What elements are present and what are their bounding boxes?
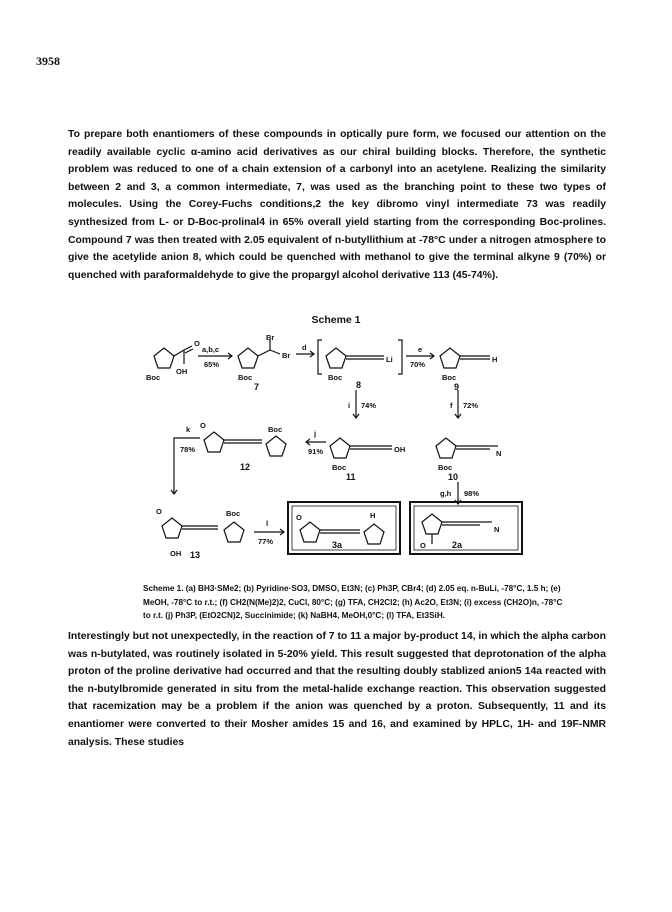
compound-label: 9: [454, 382, 460, 392]
atom-label: Br: [266, 334, 275, 342]
yield-label: 65%: [204, 360, 220, 369]
atom-label: Br: [282, 351, 291, 360]
atom-label: OH: [394, 445, 406, 454]
atom-label: OH: [170, 549, 182, 558]
reagent-label: i: [348, 401, 351, 410]
reagent-label: d: [302, 343, 307, 352]
reagent-label: g,h: [440, 489, 452, 498]
ring-compound-2a: [422, 514, 442, 534]
compound-label: 13: [190, 550, 201, 560]
yield-label: 77%: [258, 537, 274, 546]
scheme-caption: Scheme 1. (a) BH3·SMe2; (b) Pyridine·SO3, DMSO, Et3N; (c) Ph3P, CBr4; (d) 2.05 eq. n-BuLi, -78°C, 1.5 h; (e) MeOH, -78°C to r.t.; (f) CH2(N(Me)2)2, CuCl, 80°C; (g) TFA, CH2Cl2; (h) Ac2O, Et3N; (i) excess (CH2O)n, -78°C to r.t. (j) Ph3P, (EtO2CN)2, Succinimide; (k) NaBH4, MeOH,0°C; (l) TFA, Et3SiH.: [143, 584, 563, 621]
bracket-left-8: [318, 340, 322, 374]
atom-label: H: [370, 511, 376, 520]
atom-label: N: [496, 449, 502, 458]
atom-label: OH: [176, 367, 188, 376]
atom-label: O: [420, 541, 426, 550]
ring-boc-proline: [154, 348, 174, 368]
atom-label: O: [200, 421, 206, 430]
compound-label: 10: [448, 472, 459, 482]
atom-label: Boc: [442, 373, 457, 382]
atom-label: Boc: [146, 373, 161, 382]
atom-label: N: [494, 525, 500, 534]
ring-compound-7: [238, 348, 258, 368]
compound-label: 2a: [452, 540, 463, 550]
yield-label: 74%: [361, 401, 377, 410]
paragraph-1: To prepare both enantiomers of these compounds in optically pure form, we focused our attention on the readily available cyclic α-amino acid derivatives as our chiral building blocks. Therefore, the synthetic problem was reduced to one of a chain extension of a carbonyl into an acetylene. Realizing the similarity between 2 and 3, a common intermediate, 7, was used as the branching point to these two types of molecules. Using the Corey-Fuchs conditions,2 the key dibromo vinyl intermediate 73 was readily synthesized from L- or D-Boc-prolinal4 in 65% overall yield starting from the corresponding Boc-prolines. Compound 7 was then treated with 2.05 equivalent of n-butyllithium at -78°C under a nitrogen atmosphere to give the acetylide anion 8, which could be quenched with methanol to give the terminal alkyne 9 (70%) or quenched with paraformaldehyde to give the propargyl alcohol derivative 113 (45-74%).: [68, 129, 606, 281]
scheme-svg: [140, 334, 540, 572]
compound-label: 11: [346, 472, 356, 482]
yield-label: 91%: [308, 447, 324, 456]
box-compound-3a: [288, 502, 400, 554]
atom-label: Boc: [438, 463, 453, 472]
yield-label: 78%: [180, 445, 196, 454]
yield-label: 70%: [410, 360, 426, 369]
paragraph-2: Interestingly but not unexpectedly, in the reaction of 7 to 11 a major by-product 14, in which the alpha carbon was n-butylated, was routinely isolated in 5-20% yield. This result suggested that deprotonation of the alpha proton of the proline derivative had occurred and that the resulting doubly stablized anion5 14a reacted with the n-butylbromide generated in situ from the metal-halide exchange reaction. This observation suggested that racemization may be a problem if the anion was quenched by a proton. Subsequently, 11 and its enantiomer were converted to their Mosher amides 15 and 16, and examined by HPLC, 1H- and 19F-NMR analysis. These studies: [68, 631, 606, 748]
atom-label: Boc: [226, 509, 241, 518]
ring-compound-10: [436, 438, 456, 458]
compound-label: 7: [254, 382, 260, 392]
compound-label: 12: [240, 462, 251, 472]
page-number: 3958: [36, 54, 60, 68]
ring-compound-9: [440, 348, 460, 368]
atom-label: O: [156, 507, 162, 516]
reagent-label: l: [266, 519, 269, 528]
atom-label: Boc: [238, 373, 253, 382]
yield-label: 72%: [463, 401, 479, 410]
atom-label: Boc: [332, 463, 347, 472]
compound-label: 3a: [332, 540, 343, 550]
atom-label: Boc: [328, 373, 343, 382]
scheme-1-diagram: [140, 334, 540, 572]
bracket-right-8: [398, 340, 402, 374]
atom-label: Boc: [268, 425, 283, 434]
ring-compound-12-succinimide: [204, 432, 224, 452]
ring-compound-8: [326, 348, 346, 368]
ring-compound-13-pyrrolidine: [224, 522, 244, 542]
ring-compound-11: [330, 438, 350, 458]
reagent-label: e: [418, 345, 423, 354]
ring-compound-3a-right: [364, 524, 384, 544]
ring-compound-3a-left: [300, 522, 320, 542]
atom-label: Li: [386, 355, 393, 364]
ring-compound-13: [162, 518, 182, 538]
reagent-label: f: [450, 401, 453, 410]
atom-label: H: [492, 355, 498, 364]
compound-label: 8: [356, 380, 362, 390]
reagent-label: a,b,c: [202, 345, 220, 354]
reagent-label: j: [314, 429, 317, 438]
yield-label: 98%: [464, 489, 480, 498]
box-compound-2a: [410, 502, 522, 554]
ring-compound-12-pyrrolidine: [266, 436, 286, 456]
atom-label: O: [296, 513, 302, 522]
atom-label: O: [194, 339, 200, 348]
reagent-label: k: [186, 425, 191, 434]
scheme-title: Scheme 1: [311, 314, 361, 326]
